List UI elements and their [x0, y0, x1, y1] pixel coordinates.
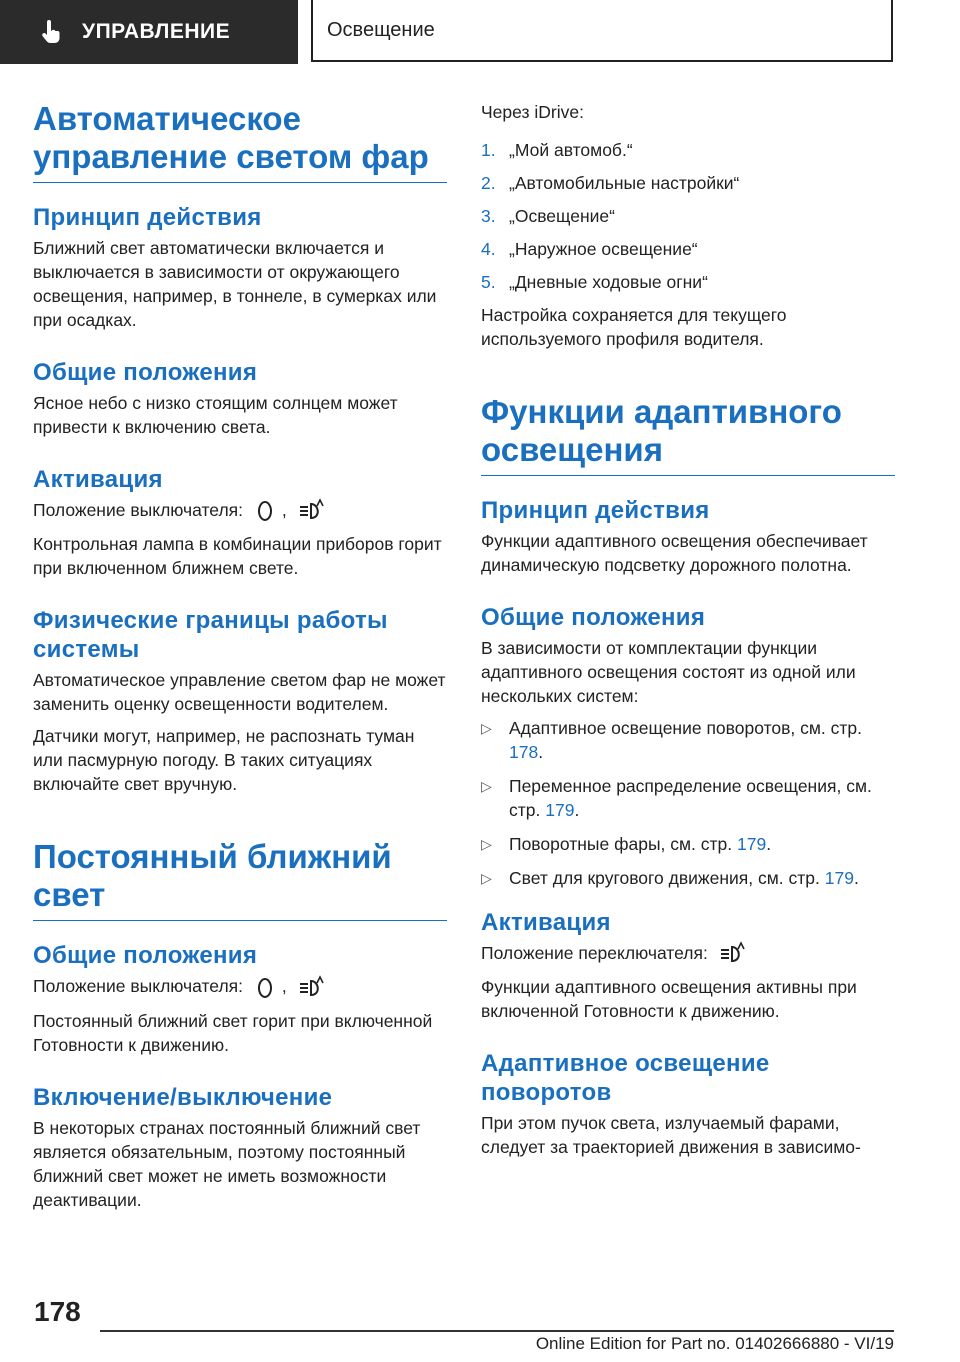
paragraph-principle: Ближний свет автоматически включается и выключается в зависимости от окружающего освещения, например, в тоннеле, в сумерках или при осадках. [33, 238, 437, 330]
list-item: 1. „Мой автомоб.“ [481, 140, 633, 160]
hand-pointer-icon [38, 19, 64, 45]
adaptive-systems-list [481, 716, 895, 890]
subheading-on-off: Включение/выключение [33, 1083, 333, 1111]
subheading-limits: Физические границы работы системы [33, 607, 388, 664]
paragraph-steps-note: Настройка сохраняется для текущего используемого профиля водителя. [481, 305, 787, 349]
light-switch-off-icon [252, 498, 278, 524]
paragraph-limits-b: Датчики могут, например, не распознать туман или пасмурную погоду. В таких ситуациях включайте свет вручную. [33, 726, 415, 795]
paragraph-switch-position-3 [481, 941, 895, 967]
paragraph-on-off: В некоторых странах постоянный ближний свет является обязательным, поэтому постоянный ближний свет может не иметь возможности деактивации. [33, 1117, 421, 1210]
separator: , [281, 976, 287, 997]
list-item: 2. „Автомобильные настройки“ [481, 173, 740, 193]
section-title: УПРАВЛЕНИЕ [82, 20, 231, 43]
page-link[interactable]: 179 [736, 834, 767, 854]
auto-headlight-icon [296, 975, 326, 1001]
paragraph-indicator: Контрольная лампа в комбинации приборов горит при включенном ближнем свете. [33, 534, 442, 579]
idrive-steps [481, 138, 895, 294]
left-column [33, 100, 447, 1220]
auto-headlight-icon [296, 498, 326, 524]
paragraph-principle-2: Функции адаптивного освещения обеспечивает динамическую подсветку дорожного полотна. [481, 531, 868, 575]
section-heading-adaptive-lighting: Функции адаптивного освещения [481, 393, 895, 476]
paragraph-adaptive-active: Функции адаптивного освещения активны при включенной Готовности к движению. [481, 977, 857, 1022]
page-link[interactable]: 179 [545, 800, 575, 820]
page-link[interactable]: 178 [509, 742, 539, 762]
page-number: 178 [34, 1296, 81, 1327]
triangle-bullet-icon: ▷ [481, 778, 492, 794]
subheading-cornering: Адаптивное освещение поворотов [481, 1050, 770, 1107]
triangle-bullet-icon: ▷ [481, 870, 492, 886]
paragraph-permanent: Постоянный ближний свет горит при включенной Готовности к движению. [33, 1010, 433, 1055]
paragraph-general: Ясное небо с низко стоящим солнцем может привести к включению света. [33, 393, 398, 437]
chapter-header [311, 0, 893, 62]
list-item: ▷ Свет для кругового движения, см. стр. 179. [481, 868, 859, 888]
list-item: 3. „Освещение“ [481, 206, 615, 226]
paragraph-switch-position-2 [33, 974, 447, 1000]
subheading-activation-2: Активация [481, 909, 611, 936]
paragraph-limits-a: Автоматическое управление светом фар не может заменить оценку освещенности водителем. [33, 670, 446, 715]
list-item: 5. „Дневные ходовые огни“ [481, 272, 708, 292]
right-column [481, 100, 895, 1167]
idrive-intro: Через iDrive: [481, 102, 584, 122]
switch-position-label-2: Положение выключателя: [33, 976, 244, 997]
paragraph-switch-position [33, 498, 447, 524]
chapter-title: Освещение [327, 18, 435, 41]
section-heading-permanent-low-beam: Постоянный ближний свет [33, 838, 447, 921]
section-heading-auto-headlights: Автоматическое управление светом фар [33, 100, 447, 183]
subheading-general-2: Общие положения [33, 942, 258, 970]
list-item: ▷ Поворотные фары, см. стр. 179. [481, 834, 772, 854]
subheading-activation: Активация [33, 466, 163, 493]
separator: , [281, 500, 287, 520]
list-item: ▷ Переменное распределение освещения, см. стр. 179. [481, 776, 872, 820]
paragraph-cornering: При этом пучок света, излучаемый фарами, следует за траекторией движения в зависимо- [481, 1113, 861, 1158]
subheading-general: Общие положения [33, 359, 258, 386]
list-item: 4. „Наружное освещение“ [481, 239, 698, 259]
page-link[interactable]: 179 [824, 868, 854, 888]
auto-headlight-icon [717, 941, 747, 967]
light-switch-off-icon [252, 975, 278, 1001]
triangle-bullet-icon: ▷ [481, 836, 492, 852]
footer-edition: Online Edition for Part no. 01402666880 - VI/19 [535, 1334, 894, 1353]
subheading-general-3: Общие положения [481, 604, 706, 631]
switch-position-label-3: Положение переключателя: [481, 943, 708, 963]
triangle-bullet-icon: ▷ [481, 720, 492, 736]
subheading-principle: Принцип действия [33, 204, 262, 231]
switch-position-label: Положение выключателя: [33, 500, 244, 520]
section-tab [0, 0, 298, 64]
list-item: ▷ Адаптивное освещение поворотов, см. стр. 178. [481, 718, 863, 762]
subheading-principle-2: Принцип действия [481, 497, 710, 524]
footer-divider [100, 1330, 894, 1332]
paragraph-general-3: В зависимости от комплектации функции адаптивного освещения состоят из одной или нескольких систем: [481, 638, 856, 706]
